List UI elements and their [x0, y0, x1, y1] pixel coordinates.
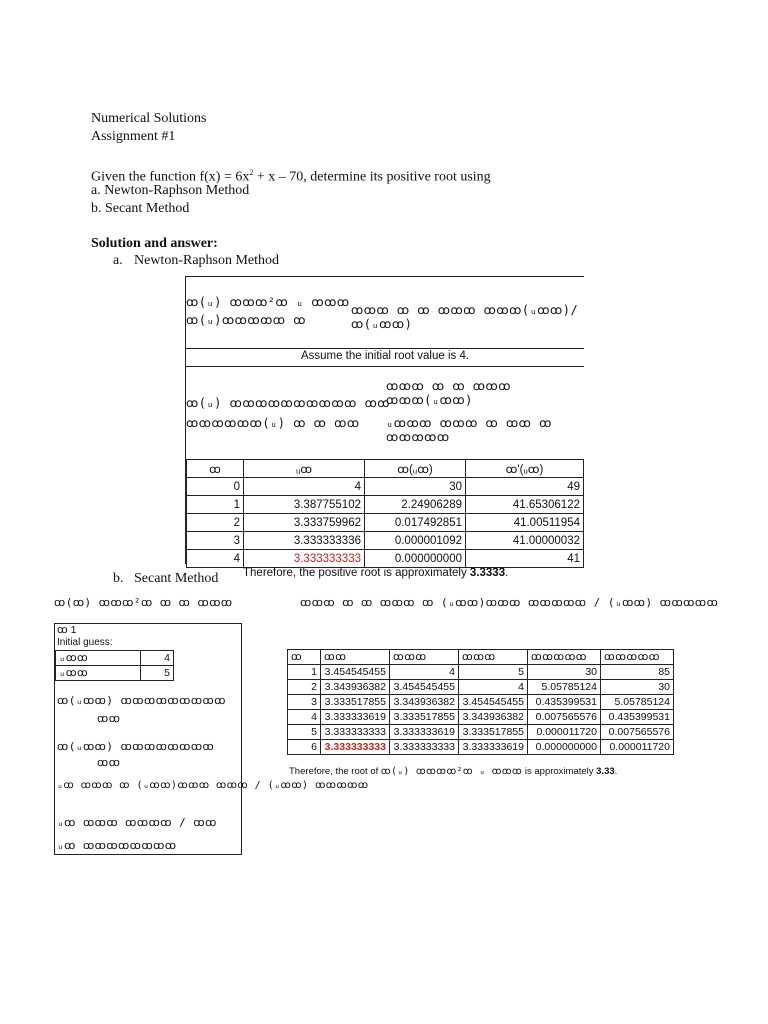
problem-statement: Given the function $f(x) = 6x^2 + x - 70$, determine its positive root using [91, 168, 491, 185]
nr-derivative: ꝏ(ᵤ)ꝏꝏꝏꝏꝏ ꝏ [186, 313, 306, 327]
initial-guess-label: Initial guess: [57, 637, 113, 648]
table-cell: 2.24906289 [365, 496, 466, 514]
table-cell: 3.454545455 [459, 695, 528, 710]
table-cell: 3.333333333 [321, 725, 390, 740]
secant-eq3: ᵤꝏ ꝏꝏꝏ ꝏ (ᵤꝏꝏ)ꝏꝏꝏ ꝏꝏꝏ / (ᵤꝏꝏ) ꝏꝏꝏꝏꝏ [57, 780, 369, 791]
table-row [288, 725, 674, 740]
table-cell: 0.017492851 [365, 514, 466, 532]
table-cell: 3.333517855 [459, 725, 528, 740]
guess-label: ᵤꝏꝏ [56, 666, 141, 681]
secant-col-header: ꝏꝏꝏ [459, 650, 528, 665]
nr-table-header [187, 460, 584, 478]
table-cell: 30 [601, 680, 674, 695]
table-cell: 30 [365, 478, 466, 496]
nr-function: ꝏ(ᵤ) ꝏꝏꝏ²ꝏ ᵤ ꝏꝏꝏ [186, 295, 350, 309]
nr-first-step: ꝏꝏꝏ ꝏ ꝏ ꝏꝏꝏ ꝏꝏꝏ(ᵤꝏꝏ) [386, 379, 511, 407]
nr-col-header: ꝏ(ᵤꝏ) [365, 460, 466, 478]
table-cell: 3.333333336 [244, 532, 365, 550]
guess-value: 4 [141, 651, 174, 666]
secant-eq2: ꝏ(ᵤꝏꝏ) ꝏꝏꝏꝏꝏꝏꝏꝏ [57, 740, 215, 753]
table-cell: 3 [187, 532, 244, 550]
part-a-title: Newton-Raphson Method [134, 253, 280, 268]
table-cell: 3.343936382 [321, 680, 390, 695]
secant-col-header: ꝏꝏꝏꝏꝏ [601, 650, 674, 665]
table-cell: 4 [187, 550, 244, 568]
nr-eval-derivative: ꝏꝏꝏꝏꝏꝏ(ᵤ) ꝏ ꝏ ꝏꝏ [186, 416, 360, 430]
nr-first-result: ᵤꝏꝏꝏ ꝏꝏꝏ ꝏ ꝏꝏ ꝏ ꝏꝏꝏꝏꝏ [386, 416, 552, 444]
table-cell: 3.333759962 [244, 514, 365, 532]
table-row [187, 496, 584, 514]
table-row [187, 514, 584, 532]
table-cell: 6 [288, 740, 321, 755]
nr-eval-function: ꝏ(ᵤ) ꝏꝏꝏꝏꝏꝏꝏꝏꝏꝏ ꝏꝏ [186, 396, 391, 410]
secant-iteration-table [287, 649, 674, 755]
table-cell: 5 [459, 665, 528, 680]
table-cell: 0.000001092 [365, 532, 466, 550]
course-title: Numerical Solutions [91, 111, 207, 126]
table-cell: 5.05785124 [601, 695, 674, 710]
nr-col-header: ꝏ [187, 460, 244, 478]
secant-eq5: ᵤꝏ ꝏꝏꝏꝏꝏꝏꝏꝏ [57, 839, 177, 852]
secant-eq4: ᵤꝏ ꝏꝏꝏ ꝏꝏꝏꝏ / ꝏꝏ [57, 816, 217, 829]
table-row [288, 740, 674, 755]
table-cell: 0.435399531 [528, 695, 601, 710]
secant-formula: ꝏꝏꝏ ꝏ ꝏ ꝏꝏꝏ ꝏ (ᵤꝏꝏ)ꝏꝏꝏ ꝏꝏꝏꝏꝏ / (ᵤꝏꝏ) ꝏꝏꝏꝏꝏ [300, 596, 719, 609]
table-cell: 4 [244, 478, 365, 496]
table-cell: 3.387755102 [244, 496, 365, 514]
table-row [187, 478, 584, 496]
table-row [56, 666, 174, 681]
nr-assumption: Assume the initial root value is 4. [300, 350, 470, 362]
table-cell: 41.00000032 [466, 532, 584, 550]
table-cell: 0.007565576 [528, 710, 601, 725]
nr-iteration-table [186, 459, 584, 568]
guess-label: ᵤꝏꝏ [56, 651, 141, 666]
table-cell: 49 [466, 478, 584, 496]
secant-col-header: ꝏꝏꝏꝏꝏ [528, 650, 601, 665]
part-b-letter: b. [113, 571, 124, 586]
table-cell: 4 [390, 665, 459, 680]
table-cell: 4 [459, 680, 528, 695]
table-row [288, 680, 674, 695]
solution-heading: Solution and answer: [91, 236, 218, 251]
method-a: a. Newton-Raphson Method [91, 183, 250, 198]
table-cell: 41 [466, 550, 584, 568]
secant-function: ꝏ(ꝏ) ꝏꝏꝏ²ꝏ ꝏ ꝏ ꝏꝏꝏ [54, 596, 233, 609]
table-cell: 0.000011720 [528, 725, 601, 740]
assignment-title: Assignment #1 [91, 129, 176, 144]
nr-col-header: ꝏ'(ᵤꝏ) [466, 460, 584, 478]
guess-value: 5 [141, 666, 174, 681]
table-cell: 1 [288, 665, 321, 680]
table-cell: 0.000000000 [365, 550, 466, 568]
table-cell: 1 [187, 496, 244, 514]
table-cell: 5.05785124 [528, 680, 601, 695]
table-cell: 3.343936382 [390, 695, 459, 710]
secant-col-header: ꝏꝏꝏ [390, 650, 459, 665]
table-cell: 0.000011720 [601, 740, 674, 755]
table-row [56, 651, 174, 666]
table-cell: 30 [528, 665, 601, 680]
secant-eq1-cont: ꝏꝏ [97, 712, 121, 725]
table-cell: 3.333333619 [321, 710, 390, 725]
newton-raphson-box [185, 276, 584, 564]
table-cell: 2 [288, 680, 321, 695]
part-b-title: Secant Method [134, 571, 219, 586]
nr-col-header: ᵤꝏ [244, 460, 365, 478]
table-cell: 4 [288, 710, 321, 725]
table-cell: 0.007565576 [601, 725, 674, 740]
table-cell: 3.454545455 [321, 665, 390, 680]
table-cell: 3.333517855 [390, 710, 459, 725]
root-highlight: 3.333333333 [244, 550, 365, 568]
table-cell: 3.333333619 [390, 725, 459, 740]
table-cell: 5 [288, 725, 321, 740]
table-row [288, 710, 674, 725]
table-cell: 3.343936382 [459, 710, 528, 725]
secant-box-label: ꝏ 1 [57, 624, 77, 636]
secant-col-header: ꝏ [288, 650, 321, 665]
root-highlight: 3.333333333 [321, 740, 390, 755]
table-cell: 3.333517855 [321, 695, 390, 710]
table-row [187, 532, 584, 550]
table-row [187, 550, 584, 568]
table-cell: 3 [288, 695, 321, 710]
secant-eq2-cont: ꝏꝏ [97, 756, 121, 769]
table-cell: 0 [187, 478, 244, 496]
part-a-letter: a. [113, 253, 123, 268]
secant-conclusion: Therefore, the root of ꝏ(ᵤ) ꝏꝏꝏꝏ²ꝏ ᵤ ꝏꝏꝏ is approximately 3.33. [289, 766, 618, 777]
table-row [288, 665, 674, 680]
table-cell: 3.333333619 [459, 740, 528, 755]
table-cell: 85 [601, 665, 674, 680]
table-cell: 41.00511954 [466, 514, 584, 532]
nr-conclusion: Therefore, the positive root is approximately 3.3333. [243, 567, 509, 579]
table-cell: 41.65306122 [466, 496, 584, 514]
table-cell: 2 [187, 514, 244, 532]
secant-table-header [288, 650, 674, 665]
initial-guess-table [55, 650, 174, 681]
method-b: b. Secant Method [91, 201, 190, 216]
table-row [288, 695, 674, 710]
secant-col-header: ꝏꝏ [321, 650, 390, 665]
table-cell: 3.454545455 [390, 680, 459, 695]
secant-eq1: ꝏ(ᵤꝏꝏ) ꝏꝏꝏꝏꝏꝏꝏꝏꝏ [57, 694, 226, 707]
table-cell: 0.435399531 [601, 710, 674, 725]
table-cell: 0.000000000 [528, 740, 601, 755]
nr-iteration-formula: ꝏꝏꝏ ꝏ ꝏ ꝏꝏꝏ ꝏꝏꝏ(ᵤꝏꝏ)/ꝏ(ᵤꝏꝏ) [351, 303, 579, 331]
table-cell: 3.333333333 [390, 740, 459, 755]
